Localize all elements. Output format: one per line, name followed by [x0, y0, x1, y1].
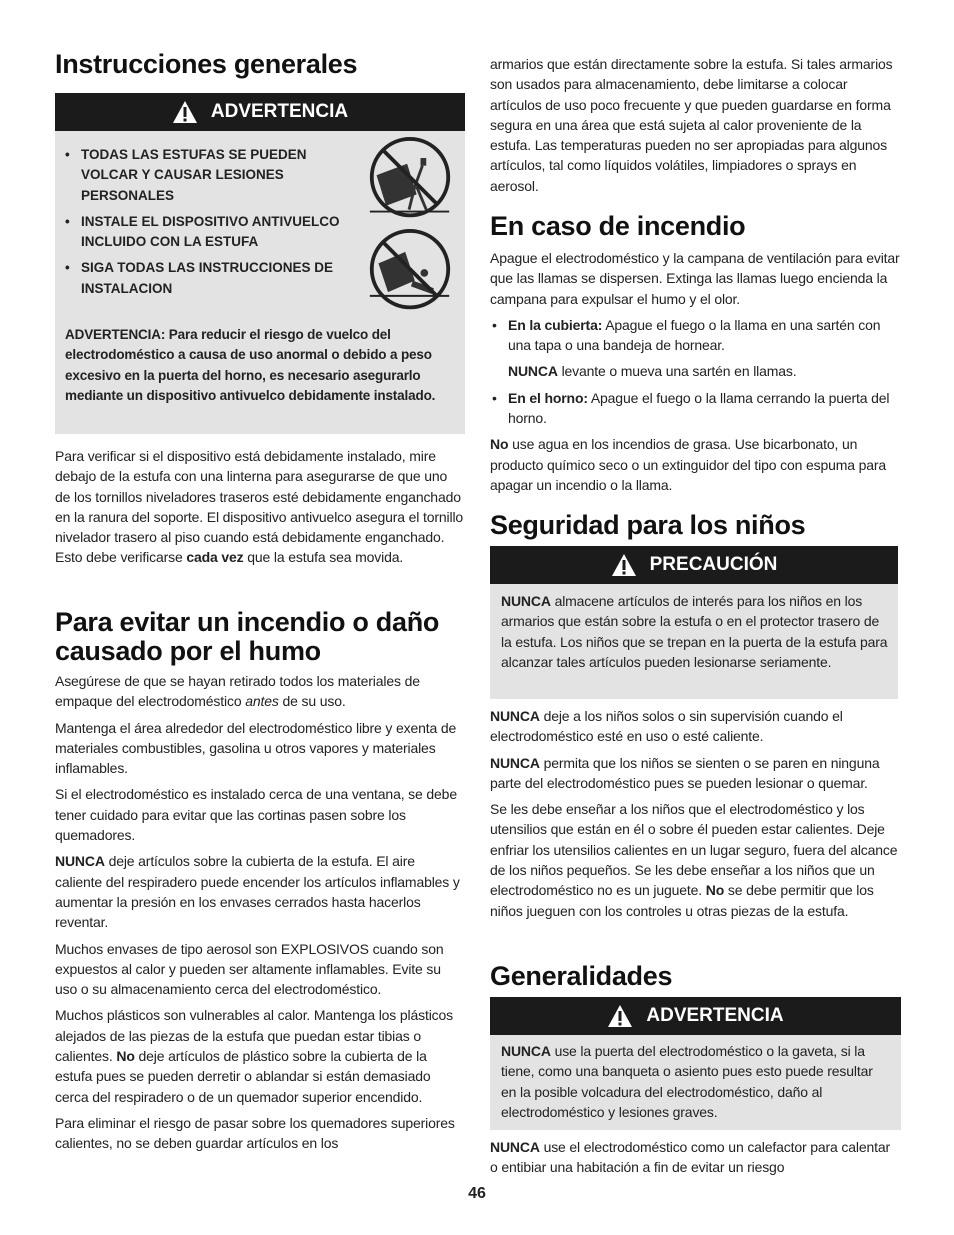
section-title-instrucciones: Instrucciones generales	[55, 49, 358, 79]
paragraph: NUNCA use el electrodoméstico como un calefactor para calentar o entibiar una habitación a fin de evitar un riesgo	[490, 1139, 891, 1176]
paragraph: NUNCA deje artículos sobre la cubierta de la estufa. El aire caliente del respiradero puede encender los artículos inflamables y aumentar la presión en los envases cerrados hasta hacerlos reventar.	[55, 853, 460, 931]
gen-warning-label: ADVERTENCIA	[646, 1005, 784, 1026]
tipover-stove-icon	[365, 137, 455, 223]
paragraph: NUNCA deje a los niños solos o sin supervisión cuando el electrodoméstico esté en uso o esté caliente.	[490, 708, 843, 745]
fire-case-body	[490, 248, 900, 501]
caution-text: NUNCA almacene artículos de interés para los niños en los armarios que están sobre la estufa o en el protector trasero de la estufa. Los niños que se trepan en la puerta de la estufa para alcanzar tales artículos pueden lesionarse seriamente.	[501, 593, 888, 670]
paragraph: NUNCA permita que los niños se sienten o se paren en ninguna parte del electrodoméstico pues se pueden lesionar o quemar.	[490, 754, 880, 791]
warning-bullet: • SIGA TODAS LAS INSTRUCCIONES DE INSTALACION	[55, 258, 345, 299]
section-title-fire-prevention: Para evitar un incendio o daño causado por el humo	[55, 607, 440, 666]
caution-box	[490, 584, 898, 699]
paragraph: Si el electrodoméstico es instalado cerca de una ventana, se debe tener cuidado para evitar que las cortinas pasen sobre los quemadores.	[55, 786, 457, 844]
verify-paragraph: Para verificar si el dispositivo está debidamente instalado, mire debajo de la estufa con una linterna para asegurarse de que uno de los tornillos niveladores traseros esté debidamente enganchado en la ranura del soporte. El dispositivo antivuelco asegura el tornillo nivelador trasero al piso cuando está debidamente enganchado. Esto debe verificarse cada vez que la estufa sea movida.	[55, 448, 464, 566]
paragraph: Para eliminar el riesgo de pasar sobre los quemadores superiores calientes, no se deben guardar artículos en los	[55, 1114, 455, 1152]
list-item: • En la cubierta: Apague el fuego o la llama en una sartén con una tapa o una bandeja de hornear.	[490, 315, 900, 356]
caution-label: PRECAUCIÓN	[649, 554, 778, 575]
fire-prevention-body	[55, 671, 465, 1160]
warning-triangle-icon	[611, 553, 637, 577]
list-item: • En el horno: Apague el fuego o la llama cerrando la puerta del horno.	[490, 388, 900, 429]
section-title-generalidades: Generalidades	[490, 961, 673, 991]
warning-triangle-icon	[607, 1004, 633, 1028]
paragraph: Asegúrese de que se hayan retirado todos los materiales de empaque del electrodoméstico antes de su uso.	[55, 673, 420, 710]
section-title-kids: Seguridad para los niños	[490, 510, 806, 540]
section-title-fire-case: En caso de incendio	[490, 211, 746, 241]
warning-text: ADVERTENCIA: Para reducir el riesgo de vuelco del electrodoméstico a causa de uso anormal o debido a peso excesivo en la puerta del horno, es necesario asegurarlo mediante un dispositivo antivuelco debidamente instalado.	[65, 327, 436, 403]
warning-bullet: • INSTALE EL DISPOSITIVO ANTIVUELCO INCLUIDO CON LA ESTUFA	[55, 212, 345, 253]
caution-banner	[490, 546, 898, 584]
page-number: 46	[468, 1185, 486, 1202]
gen-warning-box	[490, 1035, 901, 1130]
warning-label: ADVERTENCIA	[210, 101, 349, 122]
paragraph: armarios que están directamente sobre la estufa. Si tales armarios son usados para almacenamiento, debe limitarse a colocar artículos de uso poco frecuente y que pueden guardarse en forma segura en una área que está sujeta al calor proveniente de la estufa. Las temperaturas pueden no ser apropiadas para algunos artículos, tal como líquidos volátiles, limpiadores o sprays en aerosol.	[490, 56, 893, 194]
kids-body	[490, 706, 905, 927]
paragraph: NUNCA levante o mueva una sartén en llamas.	[508, 363, 797, 380]
paragraph: Mantenga el área alrededor del electrodoméstico libre y exenta de materiales combustibles, gasolina u otros vapores y materiales inflamables.	[55, 719, 457, 777]
warning-triangle-icon	[172, 100, 198, 124]
tipover-door-icon	[365, 229, 455, 315]
paragraph: Apague el electrodoméstico y la campana de ventilación para evitar que las llamas se dispersen. Extinga las llamas luego encienda la campana para expulsar el humo y el olor.	[490, 250, 900, 307]
paragraph: Muchos plásticos son vulnerables al calor. Mantenga los plásticos alejados de las piezas de la estufa que puedan estar tibias o calientes. No deje artículos de plástico sobre la cubierta de la estufa pues se pueden derretir o ablandar si están demasiado cerca del respiradero o de un quemador superior encendido.	[55, 1007, 454, 1105]
gen-warning-banner	[490, 997, 901, 1035]
warning-banner	[55, 93, 465, 131]
paragraph: Se les debe enseñar a los niños que el electrodoméstico y los utensilios que están en él o sobre él pueden estar calientes. Deje enfriar los utensilios calientes en un lugar seguro, fuera del alcance de los niños pequeños. Se les debe enseñar a los niños que un electrodoméstico no es un juguete. No se debe permitir que los niños jueguen con los controles u otras piezas de la estufa.	[490, 801, 898, 919]
warning-box	[55, 131, 465, 434]
paragraph: No use agua en los incendios de grasa. Use bicarbonato, un producto químico seco o un extinguidor del tipo con espuma para apagar un incendio o la llama.	[490, 436, 887, 493]
gen-warning-text: NUNCA use la puerta del electrodoméstico o la gaveta, si la tiene, como una banqueta o asiento pues esto puede resultar en la posible volcadura del electrodoméstico, daño al electrodoméstico y lesiones graves.	[501, 1043, 873, 1120]
paragraph: Muchos envases de tipo aerosol son EXPLOSIVOS cuando son expuestos al calor y pueden ser altamente inflamables. Evite su uso o su almacenamiento cerca del electrodoméstico.	[55, 940, 444, 998]
warning-bullet: • TODAS LAS ESTUFAS SE PUEDEN VOLCAR Y CAUSAR LESIONES PERSONALES	[55, 145, 345, 206]
